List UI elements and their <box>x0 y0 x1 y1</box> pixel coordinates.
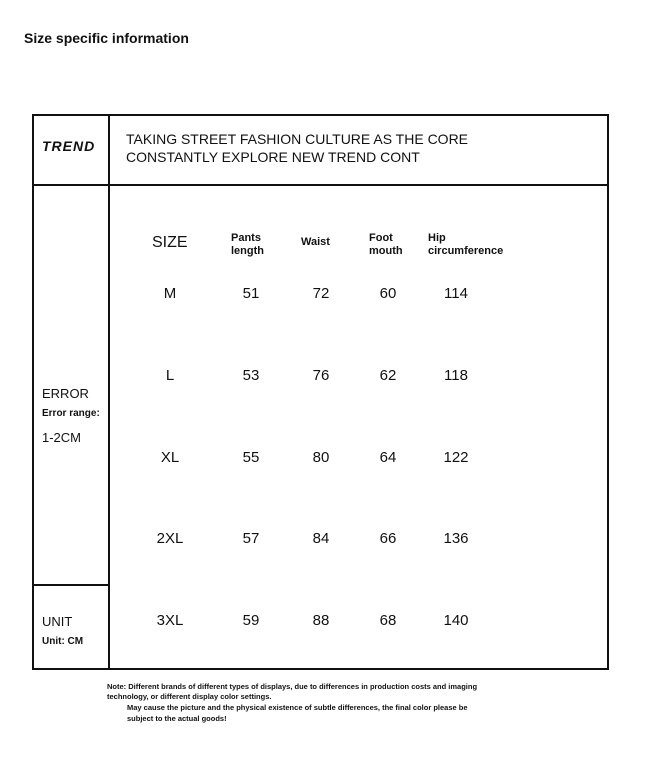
error-range-label: Error range: <box>42 408 100 419</box>
header-divider <box>34 184 607 186</box>
waist-cell: 80 <box>312 449 330 466</box>
hip-circumference-cell: 118 <box>444 367 468 384</box>
pants-length-cell: 53 <box>242 367 260 384</box>
foot-mouth-cell: 66 <box>379 530 397 547</box>
size-cell: 2XL <box>156 530 184 547</box>
error-label: ERROR <box>42 386 89 401</box>
foot-mouth-cell: 64 <box>379 449 397 466</box>
unit-value: Unit: CM <box>42 636 84 647</box>
hip-circumference-cell: 136 <box>443 530 469 547</box>
page-title: Size specific information <box>24 30 189 46</box>
note-line: May cause the picture and the physical existence of subtle differences, the final color please be <box>127 703 468 712</box>
sidebar-section-divider <box>34 584 110 586</box>
hip-circumference-cell: 114 <box>444 285 468 302</box>
pants-length-header: Pants length <box>231 232 264 257</box>
size-cell: XL <box>160 449 180 466</box>
waist-cell: 88 <box>312 612 330 629</box>
foot-mouth-cell: 62 <box>379 367 397 384</box>
note-line: technology, or different display color settings. <box>107 692 272 701</box>
waist-cell: 84 <box>312 530 330 547</box>
pants-length-cell: 59 <box>242 612 260 629</box>
hip-circumference-cell: 122 <box>443 449 469 466</box>
pants-length-cell: 55 <box>242 449 260 466</box>
error-range-value: 1-2CM <box>42 430 82 445</box>
size-cell: M <box>163 285 177 302</box>
foot-mouth-header: Foot mouth <box>369 232 403 257</box>
brand-logo: TREND <box>42 138 96 154</box>
note-line: subject to the actual goods! <box>127 714 227 723</box>
hip-circumference-header: Hip circumference <box>428 232 504 257</box>
size-column-header: SIZE <box>152 234 188 251</box>
pants-length-cell: 57 <box>242 530 260 547</box>
waist-header: Waist <box>301 236 330 248</box>
size-cell: L <box>165 367 175 384</box>
foot-mouth-cell: 60 <box>379 285 397 302</box>
slogan-line: CONSTANTLY EXPLORE NEW TREND CONT <box>126 149 420 165</box>
unit-label: UNIT <box>42 614 73 629</box>
size-chart-frame <box>32 114 609 670</box>
slogan-line: TAKING STREET FASHION CULTURE AS THE CORE <box>126 131 469 147</box>
foot-mouth-cell: 68 <box>379 612 397 629</box>
pants-length-cell: 51 <box>242 285 260 302</box>
note-line: Note: Different brands of different types of displays, due to differences in production costs and imaging <box>107 682 478 691</box>
waist-cell: 72 <box>312 285 330 302</box>
waist-cell: 76 <box>312 367 330 384</box>
slogan <box>126 130 468 166</box>
hip-circumference-cell: 140 <box>443 612 469 629</box>
size-cell: 3XL <box>156 612 184 629</box>
